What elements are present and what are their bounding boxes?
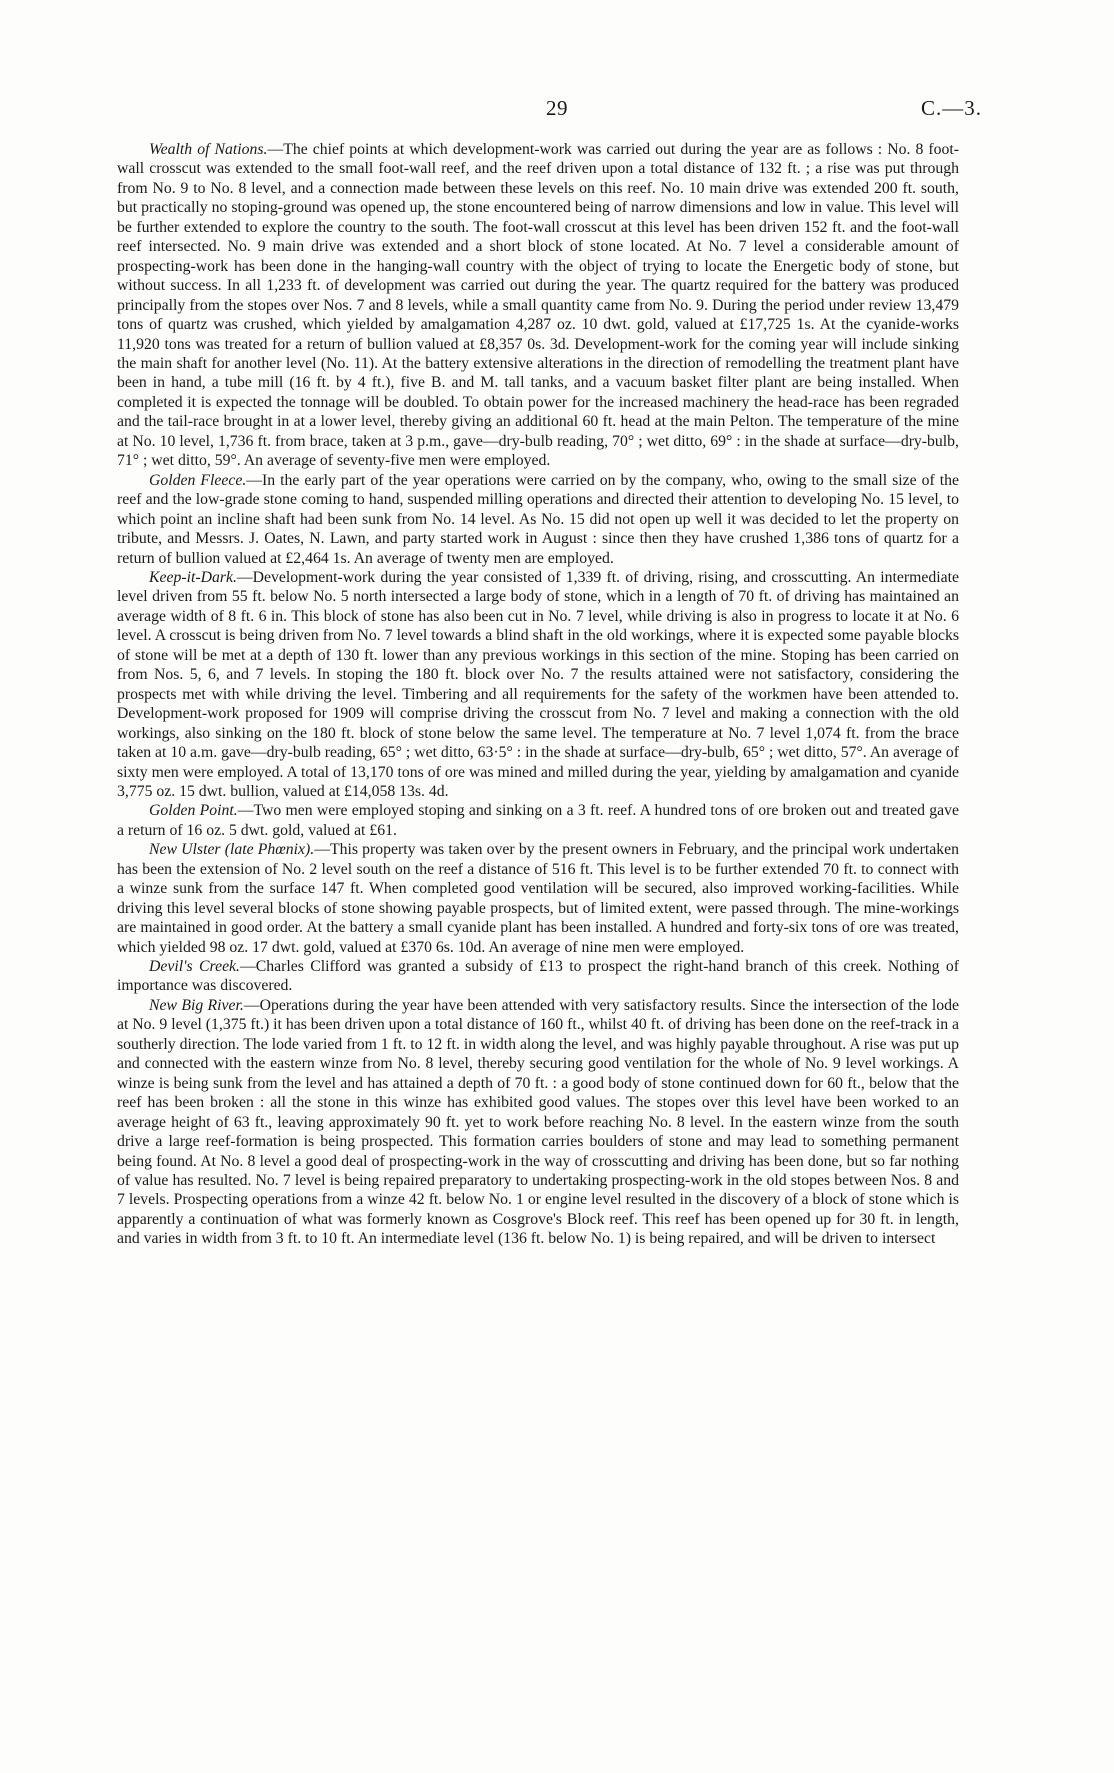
section-heading: Wealth of Nations. [149, 141, 268, 158]
section-heading: Golden Fleece. [149, 471, 247, 489]
section-heading: Golden Point. [149, 802, 238, 820]
section-heading: Devil's Creek. [149, 958, 240, 976]
section-body: —Development-work during the year consisted of 1,339 ft. of driving, rising, and crosscutting. An intermediate level driven from 55 ft. below No. 5 north intersected a large body of stone, which in a length of 70 ft. of driving has maintained an average width of 8 ft. 6 in. This block of stone has also been cut in No. 7 level, while driving is also in progress to locate it at No. 6 level. A crosscut is being driven from No. 7 level towards a blind shaft in the old workings, where it is expected some payable blocks of stone will be met at a depth of 130 ft. lower than any previous workings in this section of the mine. Stoping has been carried on from Nos. 5, 6, and 7 levels. In stoping the 180 ft. block over No. 7 the results attained were not satisfactory, considering the prospects met with while driving the level. Timbering and all requirements for the safety of the workmen have been attended to. Development-work proposed for 1909 will comprise driving the crosscut from No. 7 level and making a connection with the old workings, also sinking on the 180 ft. block of stone below the same level. The temperature at No. 7 level 1,074 ft. from the brace taken at 10 a.m. gave—dry-bulb reading, 65° ; wet ditto, 63·5° : in the shade at surface—dry-bulb, 65° ; wet ditto, 57°. An average of sixty men were employed. A total of 13,170 tons of ore was mined and milled during the year, yielding by amalgamation and cyanide 3,775 oz. 15 dwt. bullion, valued at £14,058 13s. 4d. [117, 568, 959, 800]
section-new-ulster [117, 840, 959, 957]
section-body: —The chief points at which development-work was carried out during the year are as follows : No. 8 foot-wall crosscut was extended to the small foot-wall reef, and the reef driven upon a total distance of 132 ft. ; a rise was put through from No. 9 to No. 8 level, and a connection made between these levels on this reef. No. 10 main drive was extended 200 ft. south, but practically no stoping-ground was opened up, the stone encountered being of narrow dimensions and low in value. This level will be further extended to explore the country to the south. The foot-wall crosscut at this level has been driven 152 ft. and the foot-wall reef intersected. No. 9 main drive was extended and a short block of stone located. At No. 7 level a considerable amount of prospecting-work has been done in the hanging-wall country with the object of trying to locate the Energetic body of stone, but without success. In all 1,233 ft. of development was carried out during the year. The quartz required for the battery was produced principally from the stopes over Nos. 7 and 8 levels, while a small quantity came from No. 9. During the period under review 13,479 tons of quartz was crushed, which yielded by amalgamation 4,287 oz. 10 dwt. gold, valued at £17,725 1s. At the cyanide-works 11,920 tons was treated for a return of bullion valued at £8,357 0s. 3d. Development-work for the coming year will include sinking the main shaft for another level (No. 11). At the battery extensive alterations in the direction of remodelling the treatment plant have been in hand, a tube mill (16 ft. by 4 ft.), five B. and M. tall tanks, and a vacuum basket filter plant are being installed. When completed it is expected the tonnage will be doubled. To obtain power for the increased machinery the head-race has been regraded and the tail-race brought in at a lower level, thereby giving an additional 60 ft. head at the main Pelton. The temperature of the mine at No. 10 level, 1,736 ft. from brace, taken at 3 p.m., gave—dry-bulb reading, 70° ; wet ditto, 69° : in the shade at surface—dry-bulb, 71° ; wet ditto, 59°. An average of seventy-five men were employed. [117, 141, 959, 470]
body-text [117, 140, 959, 1249]
section-body: —This property was taken over by the present owners in February, and the principal work undertaken has been the extension of No. 2 level south on the reef a distance of 516 ft. This level is to be further extended 70 ft. to connect with a winze sunk from the surface 147 ft. When completed good ventilation will be secured, also improved working-facilities. While driving this level several blocks of stone showing payable prospects, but of limited extent, were passed through. The mine-workings are maintained in good order. At the battery a small cyanide plant has been installed. A hundred and forty-six tons of ore was treated, which yielded 98 oz. 17 dwt. gold, valued at £370 6s. 10d. An average of nine men were employed. [117, 841, 959, 956]
section-golden-fleece [117, 471, 959, 568]
section-body: —Charles Clifford was granted a subsidy of £13 to prospect the right-hand branch of this creek. Nothing of importance was discovered. [117, 958, 959, 995]
section-body: —Two men were employed stoping and sinking on a 3 ft. reef. A hundred tons of ore broken out and treated gave a return of 16 oz. 5 dwt. gold, valued at £61. [117, 802, 959, 839]
section-heading: New Ulster (late Phœnix). [149, 841, 315, 859]
section-body: —In the early part of the year operations were carried on by the company, who, owing to the small size of the reef and the low-grade stone coming to hand, suspended milling operations and directed their attention to developing No. 15 level, to which point an incline shaft had been sunk from No. 14 level. As No. 15 did not open up well it was decided to let the property on tribute, and Messrs. J. Oates, N. Lawn, and party started work in August : since then they have crushed 1,386 tons of quartz for a return of bullion valued at £2,464 1s. An average of twenty men are employed. [117, 471, 959, 567]
page-number: 29 [546, 96, 568, 120]
section-body: —Operations during the year have been attended with very satisfactory results. Since the intersection of the lode at No. 9 level (1,375 ft.) it has been driven upon a total distance of 160 ft., whilst 40 ft. of driving has been done on the reef-track in a southerly direction. The lode varied from 1 ft. to 12 ft. in width along the level, and was highly payable throughout. A rise was put up and connected with the eastern winze from No. 8 level, thereby securing good ventilation for the whole of No. 9 level workings. A winze is being sunk from the level and has attained a depth of 70 ft. : a good body of stone continued down for 60 ft., below that the reef has been broken : all the stone in this winze has exhibited good values. The stopes over this level have been worked to an average height of 63 ft., leaving approximately 90 ft. yet to work before reaching No. 8 level. In the eastern winze from the south drive a large reef-formation is being prospected. This formation carries boulders of stone and may lead to something permanent being found. At No. 8 level a good deal of prospecting-work in the way of crosscutting and driving has been done, but so far nothing of value has resulted. No. 7 level is being repaired preparatory to undertaking prospecting-work in the old stopes between Nos. 8 and 7 levels. Prospecting operations from a winze 42 ft. below No. 1 or engine level resulted in the discovery of a block of stone which is apparently a continuation of what was formerly known as Cosgrove's Block reef. This reef has been opened up for 30 ft. in length, and varies in width from 3 ft. to 10 ft. An intermediate level (136 ft. below No. 1) is being repaired, and will be driven to intersect [117, 996, 959, 1248]
section-golden-point [117, 801, 959, 840]
document-reference: C.—3. [920, 96, 982, 120]
section-keep-it-dark [117, 568, 959, 801]
section-heading: New Big River. [149, 996, 244, 1014]
section-wealth-of-nations [117, 140, 959, 471]
section-devils-creek [117, 957, 959, 996]
section-new-big-river [117, 996, 959, 1249]
section-heading: Keep-it-Dark. [149, 568, 237, 586]
